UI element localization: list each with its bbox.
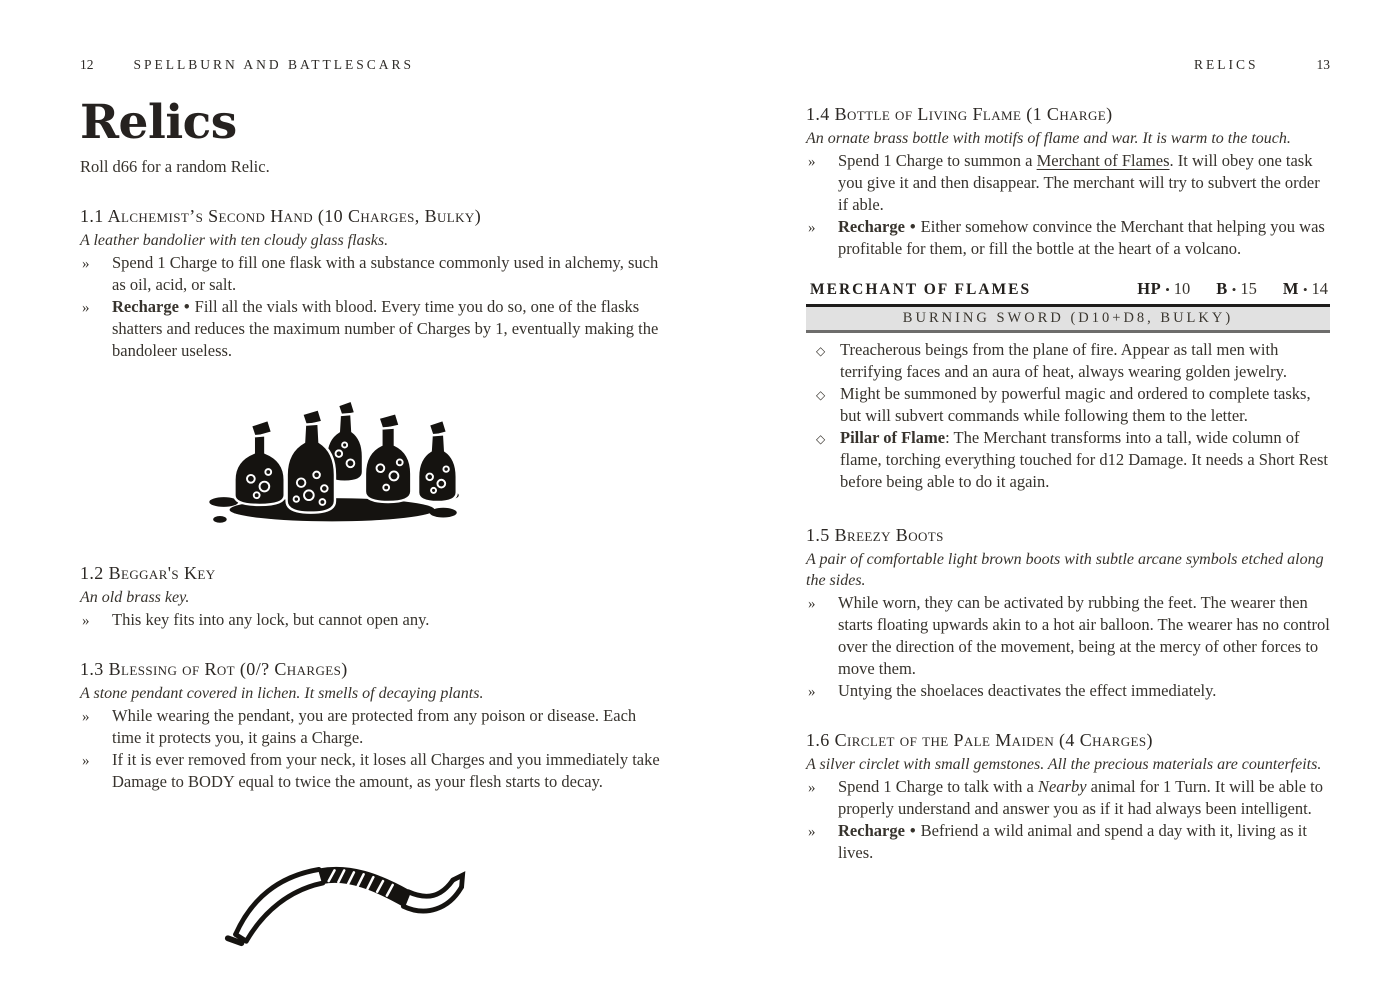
bullet-item bbox=[80, 252, 660, 296]
bullet-marker: » bbox=[808, 824, 816, 840]
bullet-item bbox=[806, 820, 1330, 864]
page-number-right: 13 bbox=[1316, 57, 1330, 72]
diamond-marker: ◇ bbox=[816, 432, 826, 446]
bullet-text bbox=[112, 297, 658, 360]
bullet-body: Either somehow convince the Merchant that helping you was profitable for them, or fill the bottle at the heart of a volcano. bbox=[838, 217, 1325, 258]
stat-hp bbox=[1137, 278, 1190, 301]
statblock-name: MERCHANT OF FLAMES bbox=[810, 281, 1032, 298]
dot-separator: • bbox=[1231, 282, 1237, 297]
stat-mind bbox=[1283, 278, 1328, 301]
ribbon-illustration bbox=[220, 851, 482, 948]
stat-body-label: B bbox=[1216, 279, 1228, 298]
trait-text bbox=[840, 428, 1328, 491]
section-blessing-of-rot bbox=[80, 657, 660, 793]
bullet-text bbox=[838, 821, 1307, 862]
trait-text: Might be summoned by powerful magic and ordered to complete tasks, but will subvert commands while following them to the letter. bbox=[840, 384, 1311, 425]
bullet-text: Untying the shoelaces deactivates the effect immediately. bbox=[838, 681, 1217, 700]
section-alchemists-second-hand bbox=[80, 204, 660, 362]
trait-body: : The Merchant transforms into a tall, wide column of flame, torching everything touched for d12 Damage. It needs a Short Rest before being able to do it again. bbox=[840, 428, 1328, 491]
section-heading: 1.6 Circlet of the Pale Maiden (4 Charges) bbox=[806, 730, 1153, 750]
bullet-body: animal for 1 Turn. It will be able to properly understand and answer you as if it had always been intelligent. bbox=[838, 777, 1324, 818]
page-number-left: 12 bbox=[80, 57, 94, 72]
dot-separator: • bbox=[183, 297, 190, 316]
trait-text: Treacherous beings from the plane of fire. Appear as tall men with terrifying faces and an aura of heat, always wearing golden jewelry. bbox=[840, 340, 1287, 381]
bullet-item bbox=[806, 776, 1330, 820]
trait-item bbox=[806, 339, 1330, 383]
chapter-intro: Roll d66 for a random Relic. bbox=[80, 157, 270, 176]
bullet-item bbox=[806, 592, 1330, 680]
statblock-stats bbox=[1137, 278, 1328, 301]
bullet-text: While wearing the pendant, you are protected from any poison or disease. Each time it protects you, it gains a Charge. bbox=[112, 706, 637, 747]
bullet-text: While worn, they can be activated by rubbing the feet. The wearer then starts floating upwards akin to a hot air balloon. The wearer has no control over the direction of the movement, being at the mercy of other forces to move them. bbox=[838, 593, 1330, 678]
section-flavor: A stone pendant covered in lichen. It smells of decaying plants. bbox=[80, 685, 484, 702]
merchant-of-flames-statblock bbox=[806, 278, 1330, 493]
stat-body bbox=[1216, 278, 1257, 301]
stat-mind-value: 14 bbox=[1311, 279, 1328, 298]
statblock-traits bbox=[806, 339, 1330, 493]
bullet-item bbox=[80, 705, 660, 749]
flasks-illustration bbox=[208, 386, 460, 531]
merchant-of-flames-link[interactable]: Merchant of Flames bbox=[1036, 151, 1170, 170]
bullet-marker: » bbox=[82, 256, 90, 272]
running-header-left bbox=[80, 54, 660, 76]
bullet-item bbox=[806, 680, 1330, 702]
bullet-marker: » bbox=[82, 753, 90, 769]
recharge-lead: Recharge bbox=[838, 821, 905, 840]
bullet-item bbox=[80, 609, 660, 631]
section-heading: 1.2 Beggar's Key bbox=[80, 563, 216, 583]
statblock-weapon: BURNING SWORD (D10+D8, BULKY) bbox=[806, 307, 1330, 330]
bullet-body: . It will obey one task you give it and then disappear. The merchant will try to subvert the order if able. bbox=[838, 151, 1320, 214]
stat-body-value: 15 bbox=[1240, 279, 1257, 298]
stat-hp-value: 10 bbox=[1173, 279, 1191, 298]
bullet-text: Spend 1 Charge to fill one flask with a substance commonly used in alchemy, such as oil, acid, or salt. bbox=[112, 253, 659, 294]
bullet-body: Spend 1 Charge to talk with a bbox=[838, 777, 1038, 796]
bullet-item bbox=[806, 150, 1330, 216]
bullet-text bbox=[838, 151, 1320, 214]
stat-mind-label: M bbox=[1282, 279, 1299, 298]
section-flavor: An ornate brass bottle with motifs of flame and war. It is warm to the touch. bbox=[806, 130, 1291, 147]
section-flavor: An old brass key. bbox=[80, 589, 190, 606]
bullet-body: Spend 1 Charge to summon a bbox=[838, 151, 1037, 170]
recharge-lead: Recharge bbox=[112, 297, 179, 316]
bullet-text bbox=[838, 777, 1323, 818]
pillar-of-flame-lead: Pillar of Flame bbox=[840, 428, 946, 447]
section-heading: 1.1 Alchemist’s Second Hand (10 Charges, Bulky) bbox=[80, 206, 482, 226]
bullet-marker: » bbox=[82, 300, 90, 316]
stat-hp-label: HP bbox=[1137, 279, 1162, 298]
running-header-right bbox=[806, 54, 1330, 76]
bullet-marker: » bbox=[808, 220, 816, 236]
bullet-item bbox=[80, 296, 660, 362]
diamond-marker: ◇ bbox=[816, 344, 826, 358]
trait-item bbox=[806, 383, 1330, 427]
section-flavor: A leather bandolier with ten cloudy glass flasks. bbox=[80, 232, 389, 249]
section-heading: 1.5 Breezy Boots bbox=[806, 525, 944, 545]
section-flavor: A silver circlet with small gemstones. All the precious materials are counterfeits. bbox=[806, 756, 1322, 773]
bullet-text bbox=[838, 217, 1325, 258]
page-left bbox=[80, 54, 660, 948]
diamond-marker: ◇ bbox=[816, 388, 826, 402]
bullet-marker: » bbox=[808, 596, 816, 612]
bullet-marker: » bbox=[82, 709, 90, 725]
book-title-header: SPELLBURN AND BATTLESCARS bbox=[133, 57, 415, 72]
bullet-marker: » bbox=[808, 154, 816, 170]
bullet-text: If it is ever removed from your neck, it loses all Charges and you immediately take Damage to BODY equal to twice the amount, as your flesh starts to decay. bbox=[112, 750, 660, 791]
recharge-lead: Recharge bbox=[838, 217, 905, 236]
bullet-marker: » bbox=[808, 684, 816, 700]
section-flavor: A pair of comfortable light brown boots with subtle arcane symbols etched along the sides. bbox=[806, 551, 1324, 589]
bullet-marker: » bbox=[808, 780, 816, 796]
statblock-rule-bottom bbox=[806, 330, 1330, 333]
statblock-header-row bbox=[806, 278, 1330, 304]
chapter-title-header: RELICS bbox=[1193, 57, 1259, 72]
bullet-marker: » bbox=[82, 613, 90, 629]
dot-separator: • bbox=[909, 821, 916, 840]
trait-item bbox=[806, 427, 1330, 493]
dot-separator: • bbox=[1302, 282, 1308, 297]
section-bottle-of-living-flame bbox=[806, 102, 1330, 260]
section-beggars-key bbox=[80, 561, 660, 631]
bullet-body: Befriend a wild animal and spend a day with it, living as it lives. bbox=[838, 821, 1307, 862]
bullet-text: This key fits into any lock, but cannot open any. bbox=[112, 610, 430, 629]
chapter-title: Relics bbox=[80, 95, 237, 150]
bullet-item bbox=[80, 749, 660, 793]
section-circlet-of-the-pale-maiden bbox=[806, 728, 1330, 864]
dot-separator: • bbox=[1165, 282, 1170, 297]
dot-separator: • bbox=[909, 217, 916, 236]
section-heading: 1.4 Bottle of Living Flame (1 Charge) bbox=[806, 104, 1113, 124]
page-right bbox=[806, 54, 1330, 864]
section-breezy-boots bbox=[806, 523, 1330, 702]
bullet-item bbox=[806, 216, 1330, 260]
bullet-body: Fill all the vials with blood. Every time you do so, one of the flasks shatters and reduces the maximum number of Charges by 1, eventually making the bandoleer useless. bbox=[112, 297, 659, 360]
nearby-keyword: Nearby bbox=[1037, 777, 1087, 796]
section-heading: 1.3 Blessing of Rot (0/? Charges) bbox=[80, 659, 348, 679]
